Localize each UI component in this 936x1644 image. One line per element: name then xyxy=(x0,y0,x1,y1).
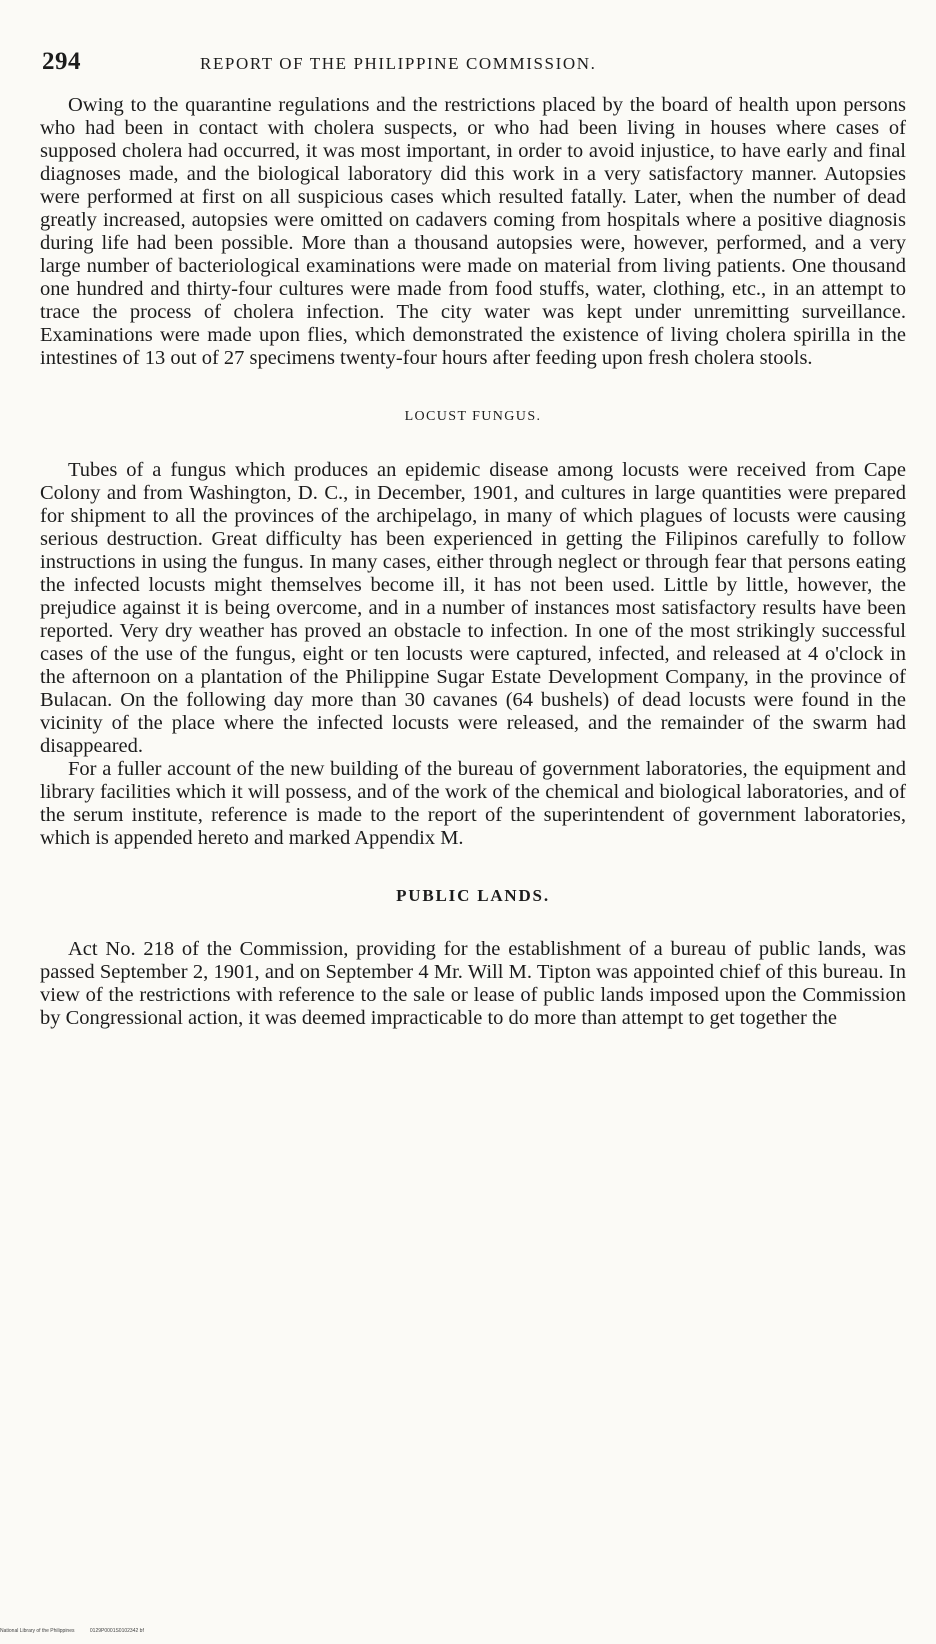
paragraph-public-lands: Act No. 218 of the Commission, providing for the establishment of a bureau of public lands, was passed September 2, 1901, and on September 4 Mr. Will M. Tipton was appointed chief of this bureau. In view of the restrictions with reference to the sale or lease of public lands imposed upon the Commission by Congressional action, it was deemed impracticable to do more than attempt to get together the xyxy=(40,938,906,1029)
page-number: 294 xyxy=(42,48,81,75)
scan-footer xyxy=(0,1628,158,1634)
paragraph-cholera-diagnosis: Owing to the quarantine regulations and the restrictions placed by the board of health upon persons who had been in contact with cholera suspects, or who had been living in houses where cases of supposed cholera had occurred, it was most important, in order to avoid injustice, to have early and final diagnoses made, and the biological laboratory did this work in a very satisfactory manner. Autopsies were performed at first on all suspicious cases which resulted fatally. Later, when the number of dead greatly increased, autopsies were omitted on cadavers coming from hospitals where a positive diagnosis during life had been possible. More than a thousand autopsies were, however, performed, and a very large number of bacteriological examinations were made on material from living patients. One thousand one hundred and thirty-four cultures were made from food stuffs, water, clothing, etc., in an attempt to trace the process of cholera infection. The city water was kept under unremitting surveillance. Examinations were made upon flies, which demonstrated the existence of living cholera spirilla in the intestines of 13 out of 27 specimens twenty-four hours after feeding upon fresh cholera stools. xyxy=(40,94,906,369)
running-head xyxy=(42,48,902,78)
paragraph-government-laboratories: For a fuller account of the new building of the bureau of government laboratories, the equipment and library facilities which it will possess, and of the work of the chemical and biological laboratories, and of the serum institute, reference is made to the report of the superintendent of government laboratories, which is appended hereto and marked Appendix M. xyxy=(40,758,906,849)
body-text xyxy=(40,94,906,1030)
scan-identifier: 0129P0001S0102342 bf xyxy=(89,1628,144,1634)
section-heading-public-lands: PUBLIC LANDS. xyxy=(396,886,550,905)
running-title: REPORT OF THE PHILIPPINE COMMISSION. xyxy=(200,54,597,73)
library-credit: National Library of the Philippines xyxy=(0,1628,75,1634)
section-heading-locust-fungus: LOCUST FUNGUS. xyxy=(404,409,542,424)
paragraph-locust-fungus: Tubes of a fungus which produces an epidemic disease among locusts were received from Cape Colony and from Washington, D. C., in December, 1901, and cultures in large quantities were prepared for shipment to all the provinces of the archipelago, in many of which plagues of locusts were causing serious destruction. Great difficulty has been experienced in getting the Filipinos carefully to follow instructions in using the fungus. In many cases, either through neglect or through fear that persons eating the infected locusts might themselves become ill, it has not been used. Little by little, however, the prejudice against it is being overcome, and in a number of instances most satisfactory results have been reported. Very dry weather has proved an obstacle to infection. In one of the most strikingly successful cases of the use of the fungus, eight or ten locusts were captured, infected, and released at 4 o'clock in the afternoon on a plantation of the Philippine Sugar Estate Development Company, in the province of Bulacan. On the following day more than 30 cavanes (64 bushels) of dead locusts were found in the vicinity of the place where the infected locusts were released, and the remainder of the swarm had disappeared. xyxy=(40,459,906,757)
